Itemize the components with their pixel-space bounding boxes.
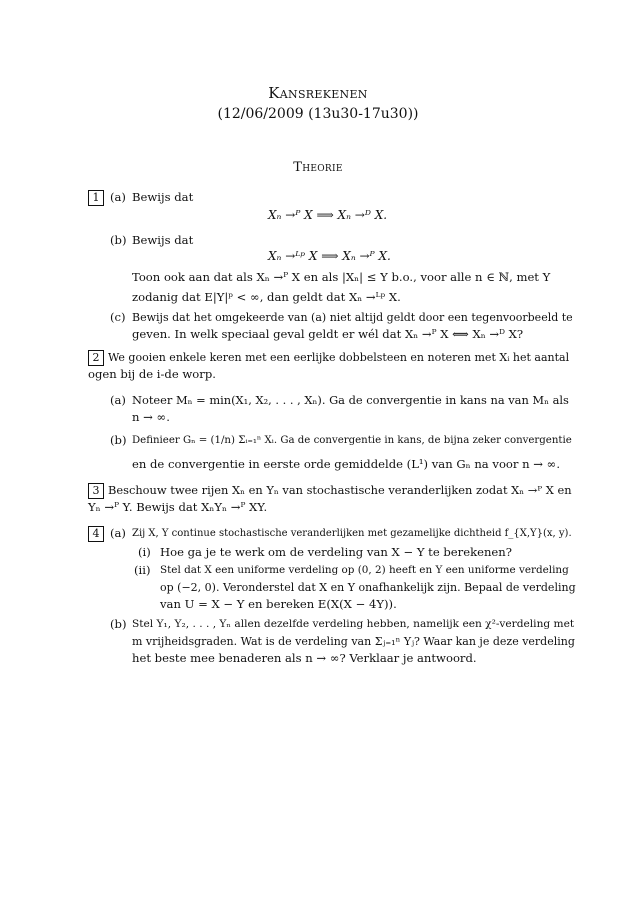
q2b-label: (b)	[110, 433, 127, 447]
q4aii-label: (ii)	[134, 563, 151, 577]
q2a-line-1: Noteer Mₙ = min(X₁, X₂, . . . , Xₙ). Ga de convergentie in kans na van Mₙ als	[132, 393, 569, 407]
question-4-number: 4	[88, 526, 104, 542]
q4b-line-1: Stel Y₁, Y₂, . . . , Yₙ allen dezelfde verdeling hebben, namelijk een χ²-verdeling met	[132, 618, 575, 630]
q1a-formula: Xₙ →ᴾ X ⟹ Xₙ →ᴰ X.	[268, 208, 388, 222]
q3-line-2: Yₙ →ᴾ Y. Bewijs dat XₙYₙ →ᴾ XY.	[88, 500, 268, 514]
exam-title: Kansrekenen	[268, 84, 368, 102]
q1b-formula: Xₙ →ᴸᵖ X ⟹ Xₙ →ᴾ X.	[268, 249, 391, 263]
q4aii-line-1: Stel dat X een uniforme verdeling op (0, 2) heeft en Y een uniforme verdeling	[160, 564, 569, 576]
q4a-text: Zij X, Y continue stochastische veranderlijken met gezamelijke dichtheid f_{X,Y}(x, y).	[132, 528, 572, 539]
q4b-line-3: het beste mee benaderen als n → ∞? Verklaar je antwoord.	[132, 651, 477, 665]
q4aii-line-2: op (−2, 0). Veronderstel dat X en Y onafhankelijk zijn. Bepaal de verdeling	[160, 581, 576, 594]
q2a-label: (a)	[110, 393, 126, 407]
q2b-line-1: Definieer Gₙ = (1/n) Σᵢ₌₁ⁿ Xᵢ. Ga de convergentie in kans, de bijna zeker convergentie	[132, 435, 572, 446]
q2b-line-2: en de convergentie in eerste orde gemiddelde (L¹) van Gₙ na voor n → ∞.	[132, 457, 561, 471]
q1a-label: (a)	[110, 190, 126, 204]
q4ai-text: Hoe ga je te werk om de verdeling van X − Y te berekenen?	[160, 545, 512, 559]
q1a-text: Bewijs dat	[132, 190, 194, 204]
q4aii-line-3: van U = X − Y en bereken E(X(X − 4Y)).	[160, 597, 397, 611]
question-3-number: 3	[88, 483, 104, 499]
q4ai-label: (i)	[138, 545, 151, 559]
q4a-label: (a)	[110, 526, 126, 540]
q4b-line-2: m vrijheidsgraden. Wat is de verdeling van Σⱼ₌₁ⁿ Yⱼ? Waar kan je deze verdeling	[132, 635, 575, 648]
section-heading: Theorie	[293, 160, 343, 175]
q1b-note-line-2: zodanig dat E|Y|ᵖ < ∞, dan geldt dat Xₙ →ᴸᵖ X.	[132, 290, 401, 304]
q4b-label: (b)	[110, 617, 127, 631]
question-2-number: 2	[88, 350, 104, 366]
question-1-number: 1	[88, 190, 104, 206]
q1b-label: (b)	[110, 233, 127, 247]
q2-intro-line-2: ogen bij de i-de worp.	[88, 367, 216, 381]
q2a-line-2: n → ∞.	[132, 410, 170, 424]
q1b-note-line-1: Toon ook aan dat als Xₙ →ᴾ X en als |Xₙ| ≤ Y b.o., voor alle n ∈ ℕ, met Y	[132, 270, 551, 284]
q1c-line-2: geven. In welk speciaal geval geldt er wél dat Xₙ →ᴾ X ⟺ Xₙ →ᴰ X?	[132, 327, 524, 341]
q2-intro-line-1: We gooien enkele keren met een eerlijke dobbelsteen en noteren met Xᵢ het aantal	[108, 351, 570, 364]
q3-line-1: Beschouw twee rijen Xₙ en Yₙ van stochastische veranderlijken zodat Xₙ →ᴾ X en	[108, 483, 572, 497]
q1b-text: Bewijs dat	[132, 233, 194, 247]
q1c-label: (c)	[110, 310, 126, 324]
exam-date: (12/06/2009 (13u30-17u30))	[217, 106, 419, 122]
q1c-line-1: Bewijs dat het omgekeerde van (a) niet altijd geldt door een tegenvoorbeeld te	[132, 311, 573, 324]
